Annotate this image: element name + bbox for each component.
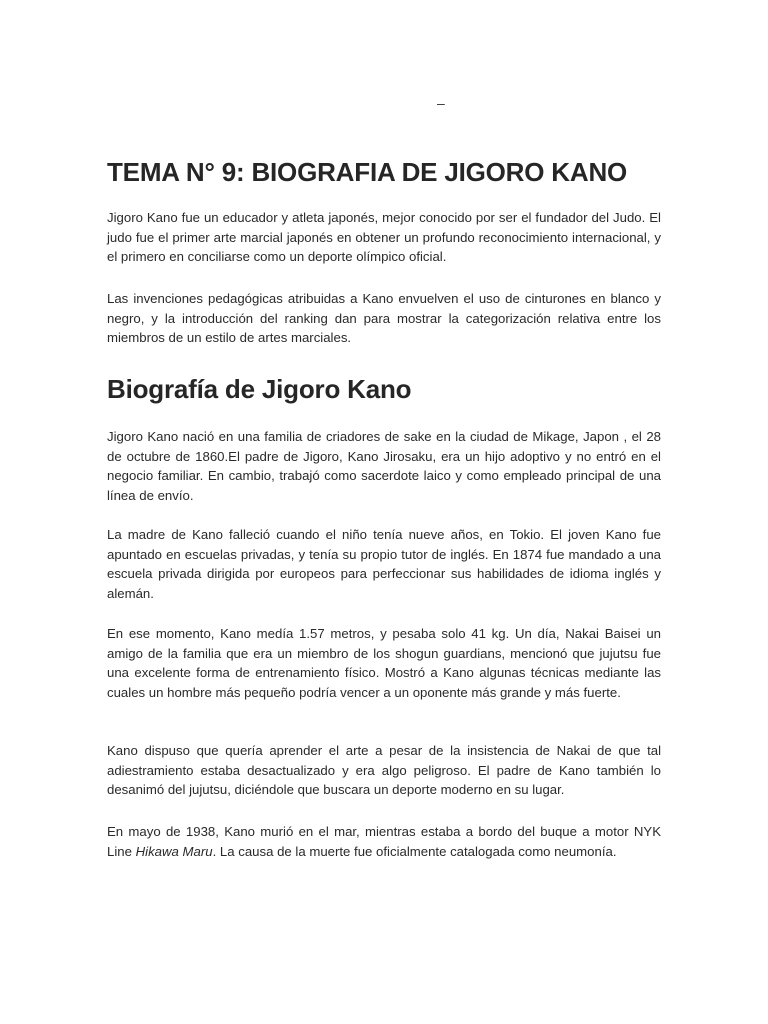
bio-paragraph-4: Kano dispuso que quería aprender el arte a pesar de la insistencia de Nakai de que tal adiestramiento estaba desactualizado y era algo peligroso. El padre de Kano también lo desanimó del jujutsu, diciéndole que buscara un deporte moderno en su lugar. xyxy=(107,743,661,797)
section-heading: Biografía de Jigoro Kano xyxy=(107,374,412,404)
intro-paragraph-2: Las invenciones pedagógicas atribuidas a Kano envuelven el uso de cinturones en blanco y negro, y la introducción del ranking dan para mostrar la categorización relativa entre los miembros de un estilo de artes marciales. xyxy=(107,291,661,345)
bio-paragraph-1: Jigoro Kano nació en una familia de criadores de sake en la ciudad de Mikage, Japon , el 28 de octubre de 1860.El padre de Jigoro, Kano Jirosaku, era un hijo adoptivo y no entró en el negocio familiar. En cambio, trabajó como sacerdote laico y como empleado principal de una línea de envío. xyxy=(107,429,661,503)
bio-paragraph-2: La madre de Kano falleció cuando el niño tenía nueve años, en Tokio. El joven Kano fue apuntado en escuelas privadas, y tenía su propio tutor de inglés. En 1874 fue mandado a una escuela privada dirigida por europeos para perfeccionar sus habilidades de idioma inglés y alemán. xyxy=(107,527,661,601)
paragraph-text: En mayo de 1938, Kano murió en el mar, mientras estaba a bordo del buque a motor NYK Line xyxy=(107,824,661,859)
page-title: TEMA N° 9: BIOGRAFIA DE JIGORO KANO xyxy=(107,157,628,187)
bio-paragraph-3: En ese momento, Kano medía 1.57 metros, y pesaba solo 41 kg. Un día, Nakai Baisei un amigo de la familia que era un miembro de los shogun guardians, mencionó que jujutsu fue una excelente forma de entrenamiento físico. Mostró a Kano algunas técnicas mediante las cuales un hombre más pequeño podría vencer a un oponente más grande y más fuerte. xyxy=(107,626,661,700)
intro-paragraph-1: Jigoro Kano fue un educador y atleta japonés, mejor conocido por ser el fundador del Judo. El judo fue el primer arte marcial japonés en obtener un profundo reconocimiento internacional, y el primero en conciliarse como un deporte olímpico oficial. xyxy=(107,210,661,264)
paragraph-text: . La causa de la muerte fue oficialmente catalogada como neumonía. xyxy=(212,843,617,859)
ship-name: Hikawa Maru xyxy=(135,843,213,859)
header-mark: – xyxy=(437,95,445,111)
bio-paragraph-5 xyxy=(107,822,661,861)
